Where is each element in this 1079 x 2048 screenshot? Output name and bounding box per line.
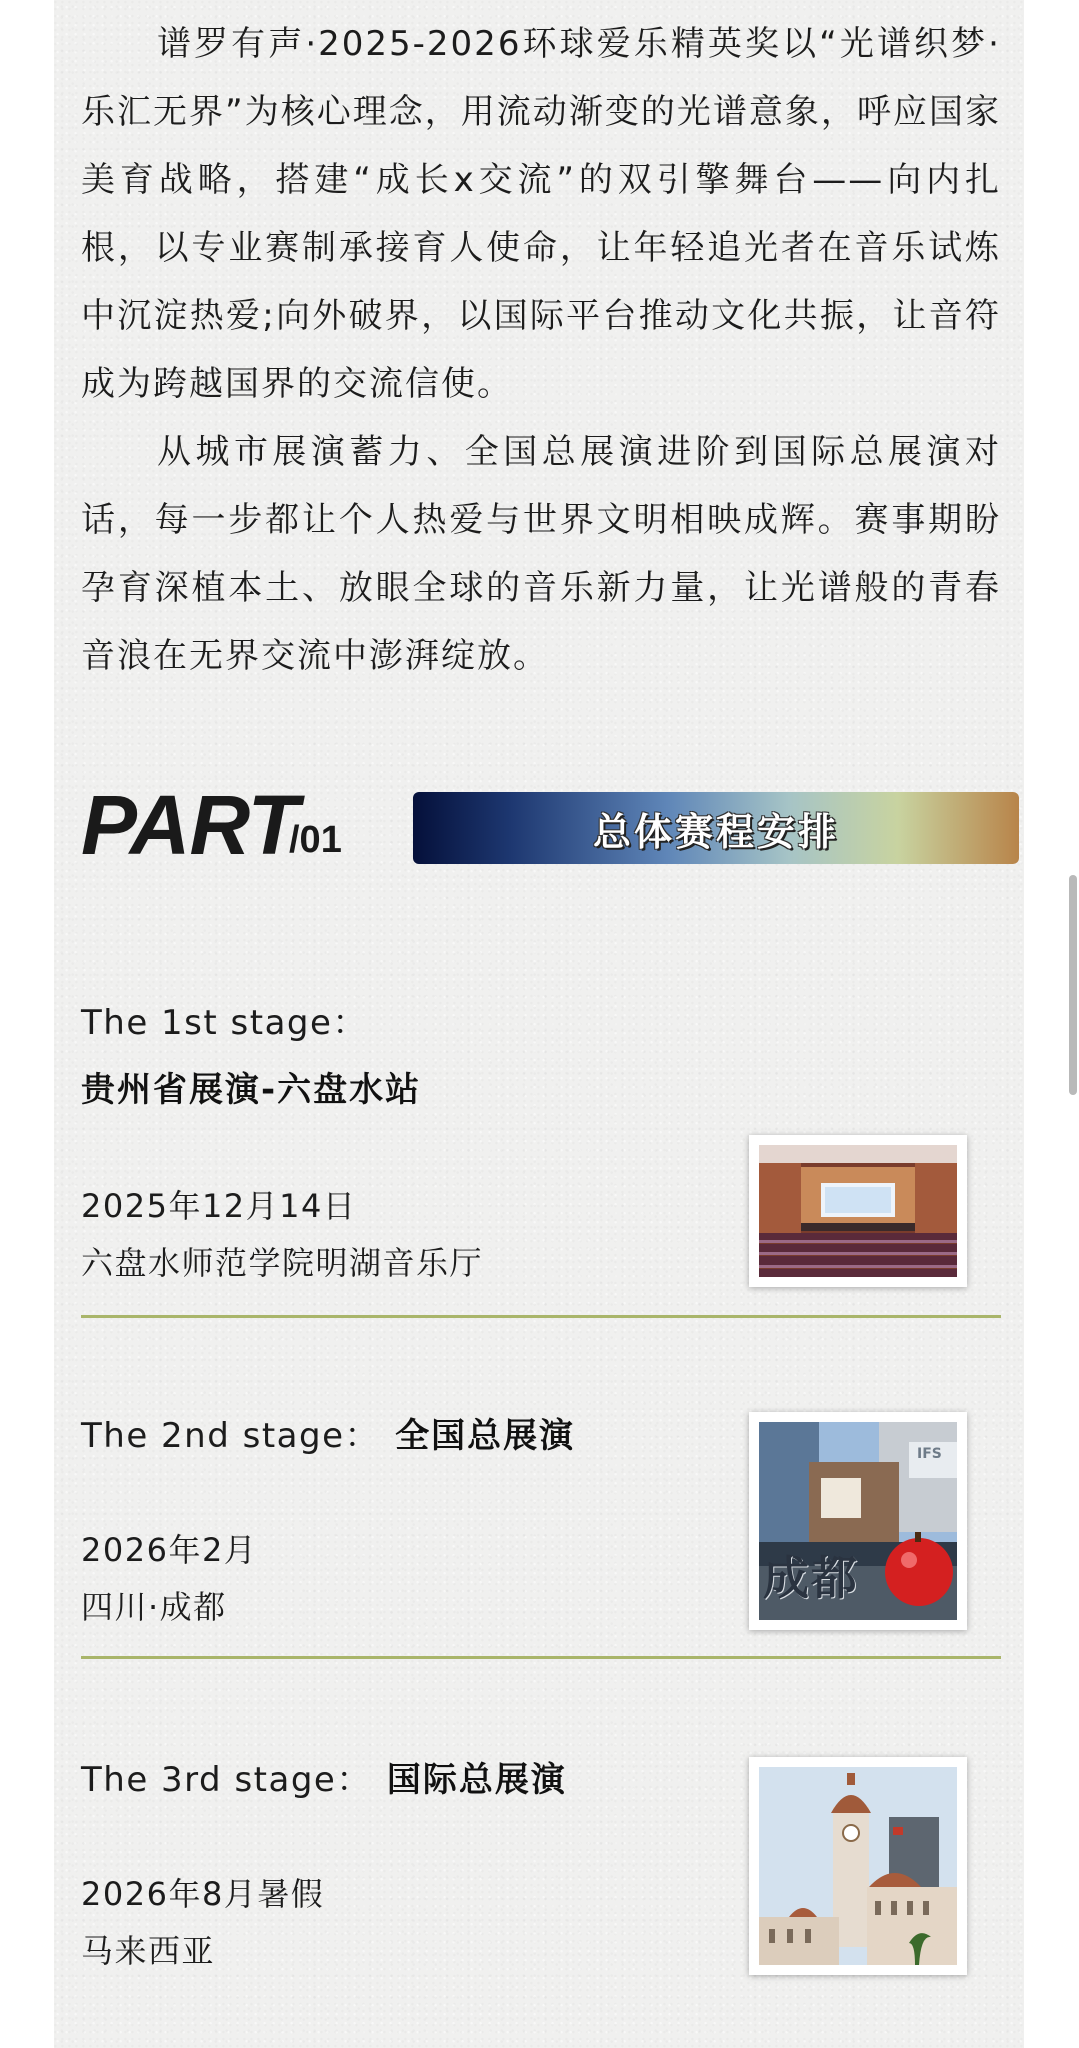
stage-2-title: 全国总展演 <box>395 1416 576 1456</box>
schedule-banner-label: 总体赛程安排 <box>592 809 839 854</box>
ifs-sign-text: IFS <box>917 1446 942 1462</box>
stage-2-date: 2026年2月 <box>81 1531 258 1569</box>
stage-2-photo <box>749 1412 967 1630</box>
part-header <box>81 780 1001 870</box>
stage-1-title-row <box>81 1062 1001 1111</box>
stage-2-en-label: The 2nd stage： <box>81 1416 380 1456</box>
stage-3-venue: 马来西亚 <box>81 1932 216 1970</box>
intro-text <box>81 10 1001 690</box>
stage-1-title: 贵州省展演-六盘水站 <box>81 1070 422 1110</box>
stage-3-title: 国际总展演 <box>386 1760 567 1800</box>
stage-divider-2 <box>81 1656 1001 1659</box>
stage-2-venue: 四川·成都 <box>81 1588 227 1626</box>
schedule-banner <box>413 792 1019 864</box>
intro-paragraph-2: 从城市展演蓄力、全国总展演进阶到国际总展演对话，每一步都让个人热爱与世界文明相映成辉。赛事期盼孕育深植本土、放眼全球的音乐新力量，让光谱般的青春音浪在无界交流中澎湃绽放。 <box>81 432 1001 676</box>
intro-paragraph-1: 谱罗有声·2025-2026环球爱乐精英奖以“光谱织梦·乐汇无界”为核心理念，用流动渐变的光谱意象，呼应国家美育战略，搭建“成长x交流”的双引擎舞台——向内扎根，以专业赛制承接育人使命，让年轻追光者在音乐试炼中沉淀热爱;向外破界，以国际平台推动文化共振，让音符成为跨越国界的交流信使。 <box>81 24 1001 404</box>
stage-1-en-label: The 1st stage： <box>81 1003 368 1043</box>
malaysia-landmark-image <box>759 1767 957 1965</box>
page-container <box>54 0 1024 2048</box>
chengdu-sign-text: 成都 <box>763 1551 859 1605</box>
chengdu-landmark-image <box>759 1422 957 1620</box>
stage-1-venue: 六盘水师范学院明湖音乐厅 <box>81 1244 484 1282</box>
scrollbar-thumb[interactable] <box>1069 875 1077 1095</box>
stage-3-date: 2026年8月暑假 <box>81 1875 325 1913</box>
stage-1-photo <box>749 1135 967 1287</box>
stage-divider-1 <box>81 1315 1001 1318</box>
stage-1-heading <box>81 995 1001 1044</box>
part-title: PART <box>81 778 298 872</box>
concert-hall-image <box>759 1145 957 1277</box>
stage-3-en-label: The 3rd stage： <box>81 1760 372 1800</box>
stage-1-date: 2025年12月14日 <box>81 1187 357 1225</box>
stage-3-photo <box>749 1757 967 1975</box>
part-number: /01 <box>289 819 342 861</box>
